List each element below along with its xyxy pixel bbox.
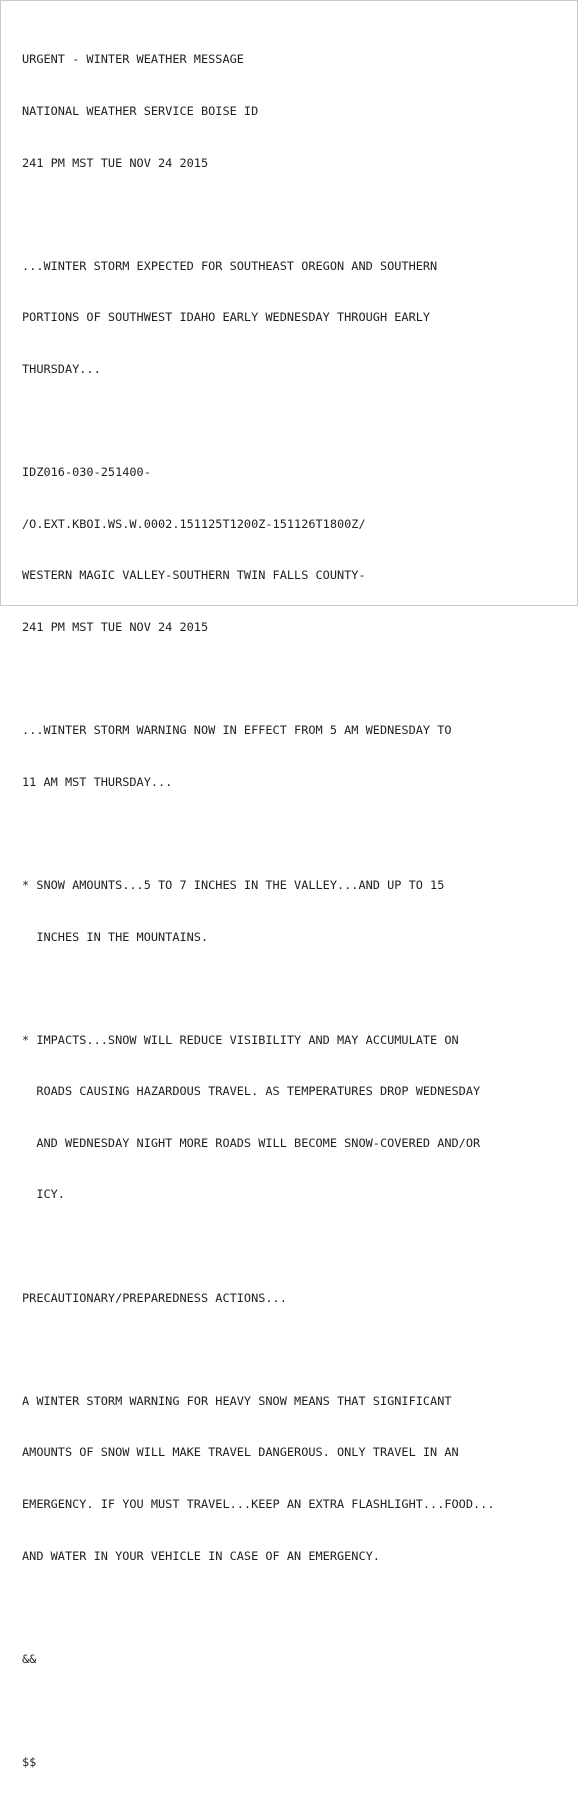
header-line: URGENT - WINTER WEATHER MESSAGE <box>22 52 244 67</box>
warning-line: ...WINTER STORM WARNING NOW IN EFFECT FROM 5 AM WEDNESDAY TO <box>22 723 452 738</box>
blank-line <box>22 413 494 430</box>
actions-line: AMOUNTS OF SNOW WILL MAKE TRAVEL DANGEROUS. ONLY TRAVEL IN AN <box>22 1445 459 1460</box>
snow-amounts-line: * SNOW AMOUNTS...5 TO 7 INCHES IN THE VALLEY...AND UP TO 15 <box>22 877 445 892</box>
actions-line: EMERGENCY. IF YOU MUST TRAVEL...KEEP AN EXTRA FLASHLIGHT...FOOD... <box>22 1497 495 1512</box>
impacts-line: AND WEDNESDAY NIGHT MORE ROADS WILL BECOME SNOW-COVERED AND/OR <box>22 1135 481 1150</box>
actions-line: A WINTER STORM WARNING FOR HEAVY SNOW MEANS THAT SIGNIFICANT <box>22 1393 452 1408</box>
blank-line <box>22 206 494 223</box>
warning-line: 11 AM MST THURSDAY... <box>22 774 173 789</box>
zone-line: /O.EXT.KBOI.WS.W.0002.151125T1200Z-151126T1800Z/ <box>22 516 366 531</box>
blank-line <box>22 671 494 688</box>
impacts-line: ROADS CAUSING HAZARDOUS TRAVEL. AS TEMPERATURES DROP WEDNESDAY <box>22 1084 481 1099</box>
headline-line: PORTIONS OF SOUTHWEST IDAHO EARLY WEDNESDAY THROUGH EARLY <box>22 310 431 325</box>
zone-line: 241 PM MST TUE NOV 24 2015 <box>22 619 209 634</box>
header-line: NATIONAL WEATHER SERVICE BOISE ID <box>22 104 259 118</box>
blank-line <box>22 825 494 842</box>
snow-amounts-line: INCHES IN THE MOUNTAINS. <box>22 929 209 944</box>
header-line: 241 PM MST TUE NOV 24 2015 <box>22 155 209 170</box>
impacts-line: * IMPACTS...SNOW WILL REDUCE VISIBILITY AND MAY ACCUMULATE ON <box>22 1032 459 1047</box>
zone-line: WESTERN MAGIC VALLEY-SOUTHERN TWIN FALLS COUNTY- <box>22 568 366 583</box>
blank-line <box>22 1702 494 1719</box>
headline-line: ...WINTER STORM EXPECTED FOR SOUTHEAST OREGON AND SOUTHERN <box>22 258 438 273</box>
blank-line <box>22 1341 494 1358</box>
headline-line: THURSDAY... <box>22 361 101 376</box>
actions-line: AND WATER IN YOUR VEHICLE IN CASE OF AN EMERGENCY. <box>22 1548 380 1563</box>
end-marker: && <box>22 1651 37 1666</box>
blank-line <box>22 1238 494 1255</box>
zone-line: IDZ016-030-251400- <box>22 465 151 480</box>
blank-line <box>22 980 494 997</box>
impacts-line: ICY. <box>22 1187 65 1202</box>
weather-bulletin <box>22 17 494 1806</box>
actions-heading: PRECAUTIONARY/PREPAREDNESS ACTIONS... <box>22 1290 287 1305</box>
end-marker: $$ <box>22 1755 37 1769</box>
blank-line <box>22 1599 494 1616</box>
